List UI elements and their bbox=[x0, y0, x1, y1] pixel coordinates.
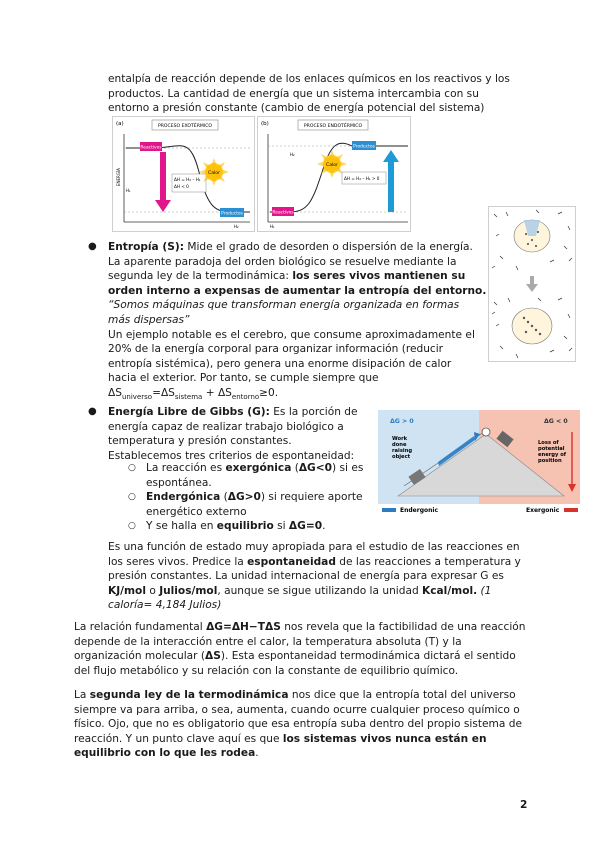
endergonic-legend: Endergonic bbox=[400, 507, 438, 514]
work-label: object bbox=[392, 454, 411, 460]
gibbs-term: Energía Libre de Gibbs (G): bbox=[108, 406, 270, 418]
work-label: Work bbox=[392, 436, 408, 442]
entropy-formula: $\Delta S_{universo}=\Delta S_{sistema} + \Delta S_{entorno}\ge 0$. bbox=[108, 386, 279, 402]
entropy-quote: “Somos máquinas que transforman energía organizada en formas bbox=[108, 299, 460, 312]
page-number: 2 bbox=[520, 799, 528, 811]
work-label: done bbox=[392, 442, 407, 448]
gibbs-figure bbox=[378, 410, 580, 518]
sub-bullet: ○ bbox=[128, 521, 136, 531]
panel-title: PROCESO EXOTÉRMICO bbox=[157, 124, 213, 129]
gibbs-paragraph: Energía Libre de Gibbs (G): Es la porción de energía capaz de realizar trabajo biológico a temperatura y presión constantes. Establecemos tres criterios de espontaneidad: bbox=[108, 406, 358, 462]
reactivos-label: Reactivos bbox=[140, 145, 162, 151]
h-label: H₂ bbox=[290, 152, 295, 157]
entropy-quote: más dispersas” bbox=[108, 313, 190, 326]
relacion-paragraph: La relación fundamental ΔG=ΔH−TΔS nos revela que la factibilidad de una reacción depende de la interacción entre el calor, la temperatura absoluta (T) y la organización molecular (ΔS). Esta espontaneidad termodinámica dictará el sentido del flujo metabólico y su relación con la constante de equilibrio químico. bbox=[74, 621, 526, 677]
entropy-term: Entropía (S): bbox=[108, 241, 184, 253]
enthalpy-eq: ΔH = H₂ – H₁ bbox=[174, 177, 201, 182]
calor-label: Calor bbox=[208, 171, 220, 176]
enthalpy-figure bbox=[112, 116, 412, 232]
loss-label: potential bbox=[538, 446, 565, 452]
panel-tag: (a) bbox=[116, 121, 124, 127]
gibbs-criteria: La reacción es exergónica (ΔG<0) si es espontánea. Endergónica (ΔG>0) si requiere aporte energético externo Y se halla en equilibrio si ΔG=0. bbox=[146, 462, 364, 533]
h-label: H₁ bbox=[126, 188, 131, 193]
h-label: H₁ bbox=[270, 224, 275, 229]
entropy-paragraph: Entropía (S): Mide el grado de desorden o dispersión de la energía. La aparente paradoja del orden biológico se resuelve mediante la segunda ley de la termodinámica: los seres vivos mantienen su orden interno a expensas de aumentar la entropía del entorno. “Somos máquinas que transforman energía organizada en formas más dispersas” Un ejemplo notable es el cerebro, que consume aproximadamente el 20% de la energía corporal para organizar información (reducir entropía sistémica), pero genera una enorme disipación de calor hacia el exterior. Por tanto, se cumple siempre que $\Delta S_{universo}=\Delta S_{sistema} + \Delta S_{entorno}\ge 0$. bbox=[108, 240, 488, 405]
intro-line: entorno a presión constante (cambio de energía potencial del sistema) bbox=[108, 102, 485, 115]
intro-paragraph bbox=[108, 72, 548, 116]
intro-line: productos. La cantidad de energía que un sistema intercambia con su bbox=[108, 87, 479, 100]
dg-positive-label: ΔG > 0 bbox=[390, 418, 414, 425]
loss-label: energy of bbox=[538, 452, 567, 458]
bullet-dot: ● bbox=[88, 406, 97, 417]
exergonic-legend: Exergonic bbox=[526, 507, 560, 514]
y-axis-label: ENERGÍA bbox=[116, 168, 121, 186]
productos-label: Productos bbox=[221, 211, 243, 217]
h-label: H₂ bbox=[234, 224, 239, 229]
panel-title: PROCESO ENDOTÉRMICO bbox=[303, 124, 363, 129]
sub-bullet: ○ bbox=[128, 492, 136, 502]
gibbs-continuation: Es una función de estado muy apropiada para el estudio de las reacciones en los seres vivos. Predice la espontaneidad de las reacciones a temperatura y presión constantes. La unidad internacional de energía para expresar G es KJ/mol o Julios/mol, aunque se sigue utilizando la unidad Kcal/mol. (1 caloría= 4,184 Julios) bbox=[108, 541, 521, 612]
dg-negative-label: ΔG < 0 bbox=[544, 418, 568, 425]
entropy-illustration bbox=[488, 206, 576, 362]
intro-line: entalpía de reacción depende de los enlaces químicos en los reactivos y los bbox=[108, 73, 510, 85]
sub-bullet: ○ bbox=[128, 463, 136, 473]
enthalpy-eq: ΔH < 0 bbox=[174, 184, 189, 189]
calor-label: Calor bbox=[326, 163, 338, 168]
panel-tag: (b) bbox=[261, 121, 269, 127]
exothermic-panel bbox=[113, 117, 255, 232]
endothermic-panel bbox=[258, 117, 411, 232]
bullet-dot: ● bbox=[88, 241, 97, 252]
work-label: raising bbox=[392, 448, 413, 454]
enthalpy-eq: ΔH = H₂ – H₁ > 0 bbox=[344, 176, 380, 181]
productos-label: Productos bbox=[353, 144, 375, 150]
loss-label: position bbox=[538, 458, 562, 464]
loss-label: Loss of bbox=[538, 440, 559, 446]
segunda-ley-paragraph: La segunda ley de la termodinámica nos dice que la entropía total del universo siempre va para arriba, o sea, aumenta, cuando ocurre cualquier proceso químico o físico. Ojo, que no es obligatorio que esa entropía suba dentro del propio sistema de reacción. Y un punto clave aquí es que los sistemas vivos nunca están en equilibrio con lo que les rodea. bbox=[74, 689, 522, 760]
reactivos-label: Reactivos bbox=[272, 210, 294, 216]
